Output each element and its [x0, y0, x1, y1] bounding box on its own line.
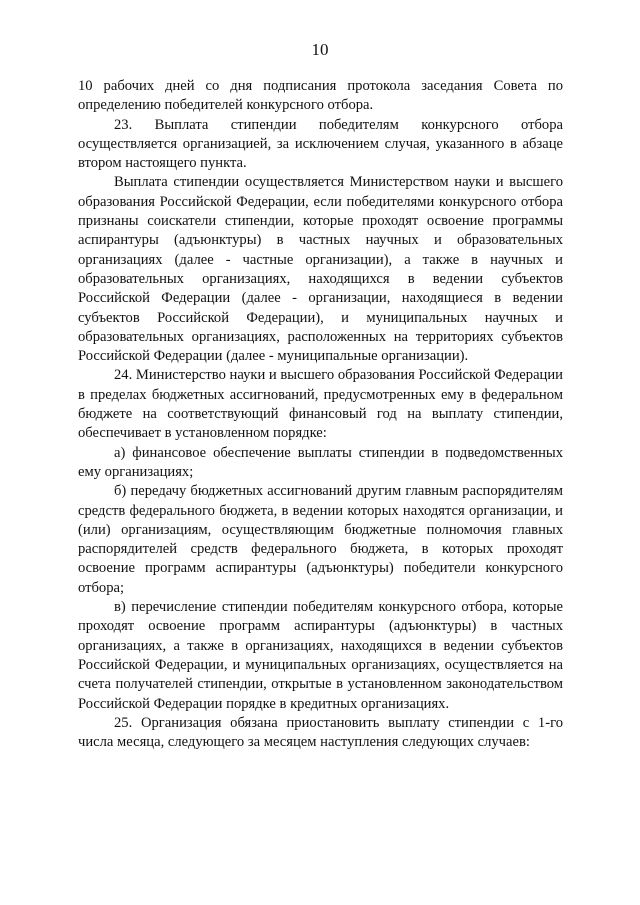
document-body — [78, 77, 563, 752]
paragraph-23: 23. Выплата стипендии победителям конкурсного отбора осуществляется организацией, за исключением случая, указанного в абзаце втором настоящего пункта. — [78, 116, 563, 172]
paragraph-continuation: 10 рабочих дней со дня подписания протокола заседания Совета по определению победителей конкурсного отбора. — [78, 78, 563, 114]
subitem-a: а) финансовое обеспечение выплаты стипендии в подведомственных ему организациях; — [78, 444, 563, 480]
paragraph-24: 24. Министерство науки и высшего образования Российской Федерации в пределах бюджетных ассигнований, предусмотренных ему в федеральном бюджете на соответствующий финансовый год на выплату стипендии, обеспечивает в установленном порядке: — [78, 367, 563, 442]
paragraph-23-payment-ministry: Выплата стипендии осуществляется Министерством науки и высшего образования Российской Федерации, если победителями конкурсного отбора признаны соискатели стипендии, которые проходят освоение программы аспирантуры (адъюнктуры) в частных научных и образовательных организациях (далее - частные организации), а также в научных и образовательных организациях, находящихся в ведении субъектов Российской Федерации (далее - организации, находящиеся в ведении субъектов Российской Федерации), и муниципальных научных и образовательных организациях, расположенных на территориях субъектов Российской Федерации (далее - муниципальные организации). — [78, 174, 563, 365]
subitem-b: б) передачу бюджетных ассигнований другим главным распорядителям средств федерального бюджета, в ведении которых находятся организации, и (или) организациям, осуществляющим бюджетные полномочия главных распорядителей средств федерального бюджета, в которых проходят освоение программ аспирантуры (адъюнктуры) победители конкурсного отбора; — [78, 483, 563, 596]
page-number: 10 — [311, 40, 329, 59]
paragraph-25: 25. Организация обязана приостановить выплату стипендии с 1-го числа месяца, следующего за месяцем наступления следующих случаев: — [78, 714, 563, 751]
subitem-v: в) перечисление стипендии победителям конкурсного отбора, которые проходят освоение программ аспирантуры (адъюнктуры) в частных организациях, а также в организациях, находящихся в ведении субъектов Российской Федерации, и муниципальных организациях, осуществляется на счета получателей стипендии, открытые в установленном законодательством Российской Федерации порядке в кредитных организациях. — [78, 599, 563, 712]
